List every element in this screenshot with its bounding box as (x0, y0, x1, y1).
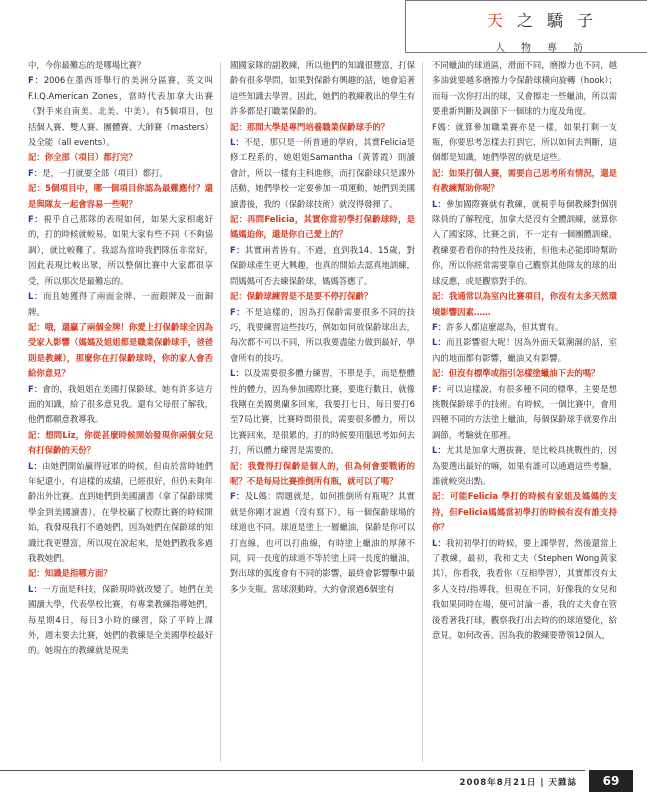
interview-answer (28, 382, 213, 428)
interview-answer (28, 212, 213, 289)
answer-text: 是，一打就要全部（項目）都打。 (42, 167, 168, 178)
speaker-label: F： (28, 167, 43, 178)
footer-date: 2008年8月21日 (459, 778, 537, 788)
speaker-label: L： (230, 137, 244, 148)
interview-answer (432, 197, 617, 289)
interview-question: 記：如果打個人賽，需要自己思考所有情況，還是有教練幫助你呢？ (432, 167, 617, 194)
interview-answer (230, 489, 415, 597)
speaker-label: L： (432, 445, 447, 456)
interview-answer (28, 73, 213, 150)
answer-text: 2006在墨西哥舉行的美洲分區賽，英文叫F.I.Q.American Zones，當時代表加拿大出賽（對手來自南美、北美、中美）。有5個項目，包括個人賽、雙人賽、團體賽、大師賽（masters）及全能（all events）。 (28, 75, 213, 148)
answer-text: 而且她獲得了兩面金牌、一面銀牌及一面銅牌。 (28, 291, 214, 317)
answer-text: 由她們開始贏得冠軍的時候，但由於當時她們年紀還小，有這樣的成績，已經很好，但仍未夠年齡出外比賽。直到她們到美國讀書（拿了保齡球獎學金到美國讀書），在學校贏了校際比賽的時候開始，我發現我打不過她們，因為她們在保齡球的知識比我更豐富，所以現在說起來，是她們教我多過我教她們。 (28, 460, 213, 563)
interview-answer (28, 459, 213, 567)
interview-question: 記：知識是指哪方面？ (28, 568, 112, 579)
article-column-2 (230, 58, 415, 597)
footer-rule (0, 770, 585, 771)
footer-issue (460, 776, 577, 788)
answer-text: 及L媽：問題就是，如何推倒所有瓶呢？其實就是你剛才說過（沒有寫下），每一個保齡球場的球道也不同。球道是塗上一層蠟油，保齡是你可以打直線，也可以打曲線，有時塗上蠟油的厚薄不同，同一長度的球道不等於塗上同一長度的蠟油，對出球的弧度會有不同的影響，最終會影響擊中最多少支瓶。當球滾動時，大約會滾過6個塗有 (230, 491, 415, 594)
speaker-label: L： (28, 583, 43, 594)
article-column-3 (432, 58, 617, 643)
page-footer (0, 770, 647, 800)
answer-text: 一方面是科技，保齡現時就改變了。她們在美國讀大學，代表學校比賽，有專業教練指導她們，每星期4日，每日3小時的練習，除了平時上課外，週末要去比賽，她們的教練是全美國學校最好的。她現在的教練就是現美 (28, 583, 213, 656)
speaker-label: F： (230, 491, 245, 502)
page-number: 69 (589, 770, 633, 792)
footer-magazine: 天雜誌 (548, 778, 577, 788)
section-title-block (477, 8, 617, 54)
interview-question: 記：但沒有標準或指引怎樣塗蠟油下去的嗎？ (432, 368, 600, 379)
interview-question: 記：那間大學是專門培養職業保齡球手的？ (230, 121, 390, 132)
answer-text: 參加國際賽就有教練，就視乎每個教練對個別隊員的了解程度，加拿大是沒有全體訓練，就算你入了國家隊，比賽之前，不一定有一個團體訓練。教練要看看你的特性及技術，但他未必能即時幫助你，所以你經常需要靠自己觀察其他隊友的球的出球反應，或是觀察對手的。 (432, 198, 617, 286)
article-body (28, 58, 618, 764)
speaker-label: L： (432, 537, 447, 548)
interview-answer (28, 166, 213, 181)
answer-text: 不是，那只是一所普通的學府，其實Felicia是修工程系的，她姐姐Samantha（黃菁霞）則讀會計，所以一樣有主科進修，而打保齡球只是課外活動，她們學校一定要參加一項運動，她們到美國讀書後，我的（保齡球技術）就沒得發揮了。 (230, 137, 415, 209)
speaker-label: L： (432, 337, 447, 348)
body-paragraph: F媽：就算參加職業賽亦是一樣，如果打剩一支瓶，你要思考怎樣去打到它，所以如何去判斷，這個都是知識，她們學習的就是這些。 (432, 121, 617, 163)
interview-answer (230, 135, 415, 212)
interview-answer (28, 289, 213, 320)
interview-answer (432, 536, 617, 644)
body-paragraph: 中，今你最難忘的是哪場比賽？ (28, 60, 146, 70)
section-title (477, 8, 617, 31)
speaker-label: F： (28, 75, 44, 86)
answer-text: 可以這樣說，有很多種不同的標準，主要是想挑戰保齡球手的技術。有時候，一個比賽中，會用四種不同的方法塗上蠟油，每個保齡球手就要作出調節，考驗就在那裡。 (432, 383, 617, 440)
speaker-label: L： (230, 368, 245, 379)
interview-answer (230, 366, 415, 458)
interview-answer (28, 582, 213, 659)
interview-answer (230, 243, 415, 289)
interview-question: 記：我通常以為室內比賽項目，你沒有太多天然環境影響因素…… (432, 291, 617, 317)
speaker-label: F： (432, 321, 447, 332)
interview-question: 記：可能Felicia 學打的時候有家姐及媽媽的支持，但Felicia媽媽當初學打的時候有沒有誰支持你？ (432, 491, 617, 533)
interview-question: 記：再問Felicia，其實你當初學打保齡球時，是媽媽迫你，還是你自己愛上的？ (230, 214, 415, 240)
answer-text: 尤其是加拿大選拔賽，是比較具挑戰性的，因為要選出最好的嘛，如果有誰可以通過這些考驗，誰就較突出點。 (432, 445, 617, 486)
footer-sep: | (540, 778, 545, 788)
section-subtitle: 人物專訪 (495, 43, 599, 54)
answer-text: 我初初學打的時候，要上課學習，然後還當上了教練，最初，我和丈夫（Stephen Wong黃家其），你看我，我看你（互相學習），其實都沒有太多人支持/指導我，但現在不同，好像我的女兒和我如果同時在場，便可討論一番，我的丈夫會在管後看著我打球，觀察我打出去時的的球道變化，給意見，如何改善。因為我的教練要帶領12個人， (432, 537, 617, 641)
answer-text: 而且影響很大呢！因為外面天氣潮濕的話，室內的地面都有影響，蠟油又有影響。 (432, 337, 617, 363)
answer-text: 其實兩者皆有。不過，直到我14、15歲，對保齡球產生更大興趣，也真的開始去認真地訓練，問媽媽可否去練保齡球，媽媽答應了。 (230, 244, 415, 286)
section-title-rest: 之驕子 (517, 11, 608, 30)
interview-question: 記：你全部（項目）都打完？ (28, 152, 137, 163)
speaker-label: F： (28, 383, 43, 394)
speaker-label: L： (432, 198, 447, 209)
speaker-label: L： (28, 460, 43, 471)
speaker-label: F： (230, 306, 246, 317)
page-header (0, 0, 647, 54)
section-title-accent: 天 (486, 11, 517, 30)
interview-answer (432, 320, 617, 335)
speaker-label: F： (28, 214, 44, 225)
interview-answer (432, 335, 617, 366)
speaker-label: F： (230, 244, 245, 255)
answer-text: 會的，我姐姐在美國打保齡球。她有許多這方面的知識，給了很多意見我。還有父母很了解我，他們都願意教導我。 (28, 383, 213, 425)
interview-question: 記：我覺得打保齡是個人的，但為何會要戰術的呢？不是每局比賽推倒所有瓶，就可以了嗎？ (230, 460, 415, 486)
interview-question: 記：保齡球練習是不是要不停打保齡？ (230, 291, 373, 302)
speaker-label: F： (432, 383, 447, 394)
interview-answer (432, 382, 617, 444)
answer-text: 不是這樣的，因為打保齡需要很多不同的技巧，我要練習這些技巧，例如如何放保齡球出去，每次都不可以不同，所以我要盡能力做到最好，學會所有的技巧。 (230, 306, 415, 363)
interview-answer (230, 305, 415, 367)
body-paragraph: 不同蠟油的球道區，滑面不同，磨擦力也不同，越多油就要越多磨擦力令保齡球橫向旋轉（hook）；而每一次你打出的球，又會擦走一些蠟油，所以需要重新判斷及調節下一個球的力度及角度。 (432, 60, 617, 117)
body-paragraph: 國國家隊的副教練，所以他們的知識很豐富，打保齡有很多學問，如果對保齡有興趣的話，她會追著這些知識去學習。因此，她們的教練教出的學生有許多都是打職業保齡的。 (230, 60, 415, 117)
speaker-label: L： (28, 291, 43, 302)
interview-question: 記：哦，還贏了兩個金牌！你愛上打保齡球全因為受家人影響（媽媽及姐姐都是職業保齡球手，爸爸則是教練），那麼你在打保齡球時，你的家人會否給你意見？ (28, 321, 213, 379)
header-top-rule (405, 0, 647, 1)
answer-text: 視乎自己那隊的表現如何，如果大家相處好的，打的時候就較易，如果大家有些不同（不夠協調），就比較難了。我認為當時我們隊伍非常好，因此表現比較出眾，所以整個比賽中大家都很享受，所以那次是最難忘的。 (28, 214, 213, 286)
answer-text: 許多人都這麼認為，但其實有。 (446, 321, 564, 332)
article-column-1 (28, 58, 213, 659)
header-divider (405, 0, 406, 52)
interview-question: 記：5個項目中，哪一個項目你認為最難應付？還是與隊友一起會容易一些呢？ (28, 183, 213, 209)
answer-text: 以及需要很多體力練習，不單是手，而是整體性的體力，因為參加國際比賽，要進行數日，就像我剛在美國奧蘭多回來，我要打七日，每日要打6至7局比賽，比賽時間很長，需要很多體力，所以比賽回來，是很累的。打的時候要用腦思考如何去打，所以體力練習是需要的。 (230, 368, 415, 456)
interview-answer (432, 443, 617, 489)
interview-question: 記：想問Liz，你從甚麼時候開始發現你兩個女兒有打保齡的天份？ (28, 429, 213, 456)
